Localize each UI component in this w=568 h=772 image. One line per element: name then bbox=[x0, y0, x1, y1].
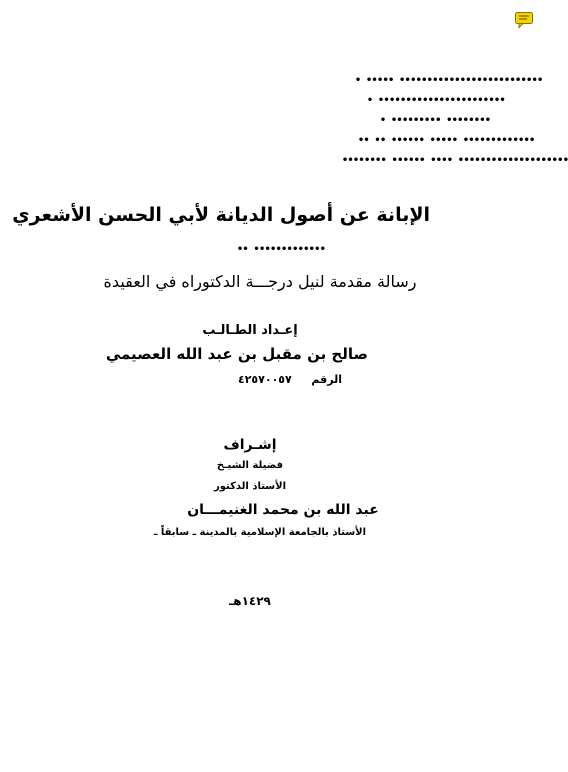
dotted-line-3: • ••••••••• •••••••• bbox=[380, 115, 491, 126]
supervisor-affiliation: الأستاذ بالجامعة الإسلامية بالمدينة ـ سابقاً ـ bbox=[153, 527, 367, 538]
honorific-label: فضيلة الشيـخ bbox=[216, 460, 284, 471]
student-number-label: الرقم bbox=[311, 373, 342, 386]
dotted-line-4: •• •• •••••• ••••• ••••••••••••• bbox=[358, 135, 535, 146]
sticky-note-icon[interactable] bbox=[515, 12, 533, 28]
professor-title: الأستاذ الدكتور bbox=[213, 481, 287, 492]
thesis-subtitle: رسالة مقدمة لنيل درجـــة الدكتوراه في العقيدة bbox=[103, 272, 417, 291]
dotted-line-1: • ••••• •••••••••••••••••••••••••• bbox=[355, 75, 543, 86]
student-number: ٤٢٥٧٠٠٥٧ bbox=[238, 373, 292, 386]
dotted-line-5: •••••••• •••••• •••• •••••••••••••••••••• bbox=[342, 155, 568, 166]
hijri-date: ١٤٢٩هـ bbox=[229, 594, 271, 608]
thesis-title: الإبانة عن أصول الديانة لأبي الحسن الأشعري bbox=[12, 204, 430, 226]
supervision-label: إشـراف bbox=[223, 437, 277, 453]
supervisor-name: عبد الله بن محمد الغنيمـــان bbox=[187, 502, 379, 518]
student-name: صالح بن مقبل بن عبد الله العصيمي bbox=[105, 345, 368, 363]
title-dotted-line: •• ••••••••••••• bbox=[237, 244, 326, 255]
prepared-by-label: إعـداد الطـالـب bbox=[202, 323, 298, 338]
dotted-line-2: • ••••••••••••••••••••••• bbox=[367, 95, 506, 106]
